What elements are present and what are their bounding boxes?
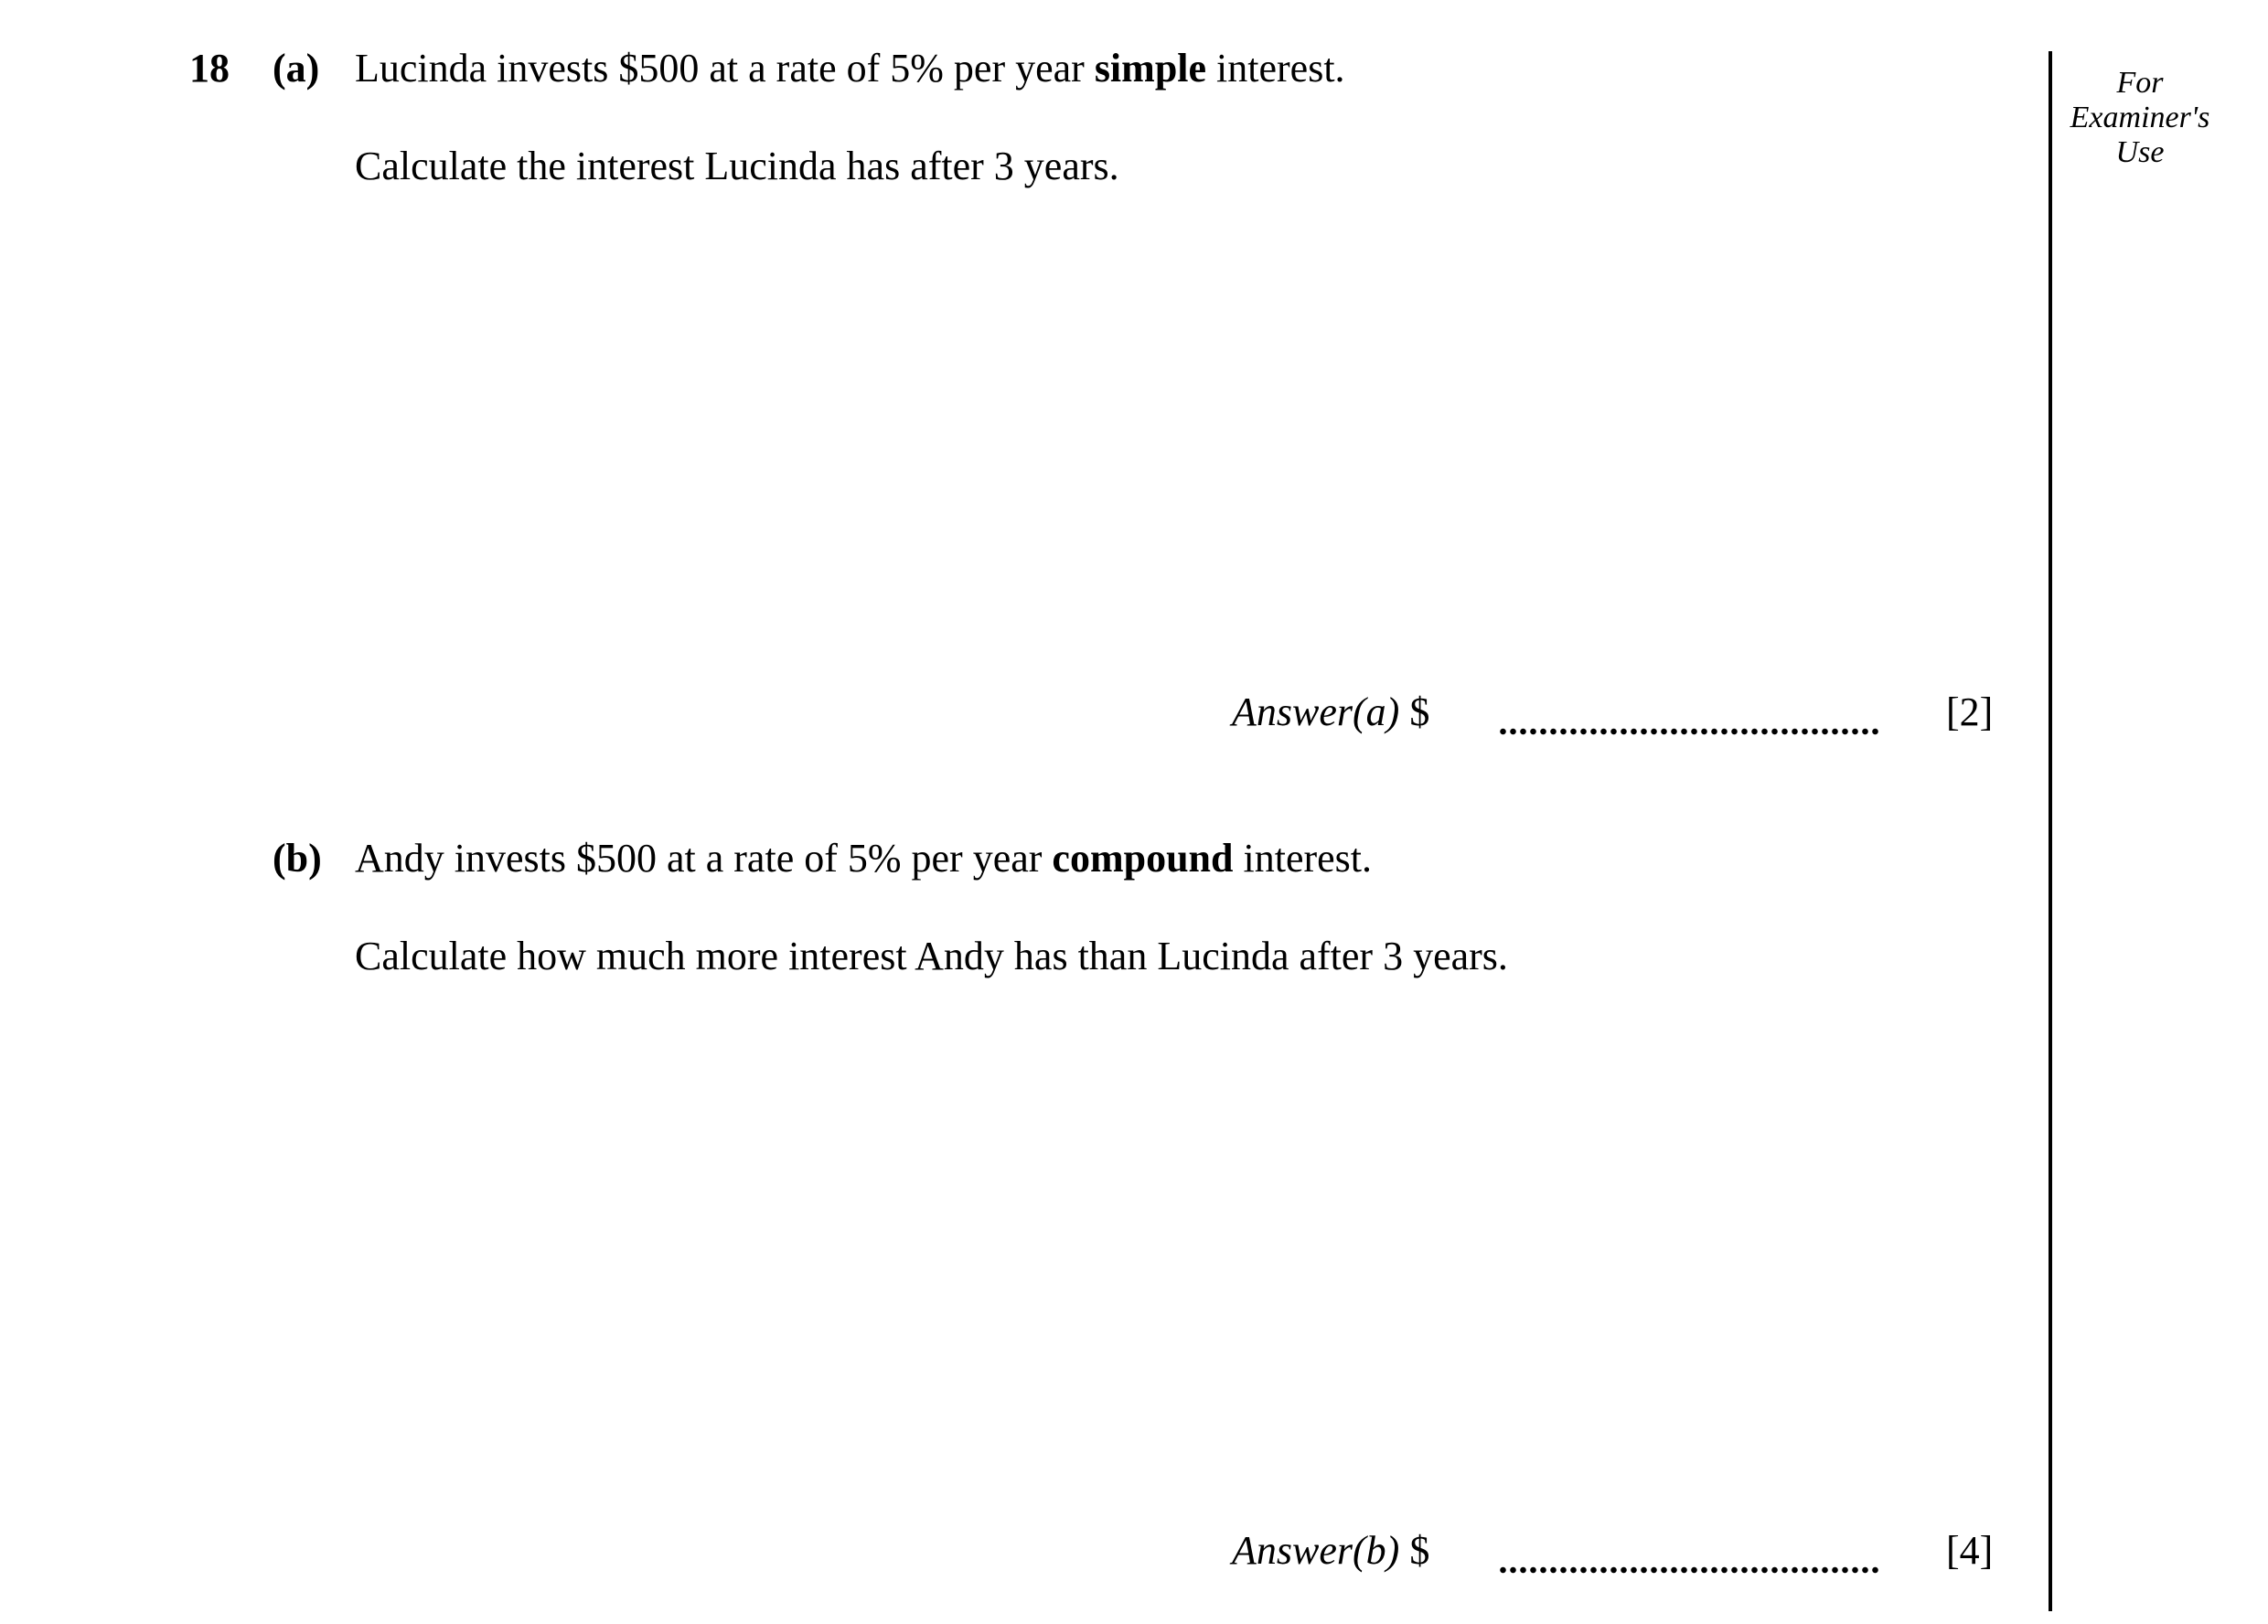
part-a-keyword: simple [1094, 46, 1207, 91]
part-b-statement [355, 836, 1373, 881]
answer-a-prompt [1232, 689, 1430, 734]
part-b-instruction: Calculate how much more interest Andy has than Lucinda after 3 years. [355, 934, 1508, 978]
part-b-label: (b) [273, 836, 322, 881]
answer-a-label: Answer(a) [1232, 689, 1400, 734]
answer-a-field[interactable] [1498, 724, 1882, 739]
part-b-keyword: compound [1052, 836, 1234, 881]
part-a-marks: [2] [1946, 689, 1994, 734]
examiner-label-line-1: For [2116, 66, 2164, 100]
part-a-statement [355, 48, 1345, 89]
answer-b-currency: $ [1409, 1528, 1430, 1573]
answer-b-label: Answer(b) [1232, 1528, 1400, 1573]
part-b-statement-end: interest. [1233, 836, 1373, 881]
examiner-use-label [2062, 66, 2218, 170]
answer-b-prompt [1232, 1528, 1430, 1573]
part-b-marks: [4] [1946, 1528, 1994, 1573]
part-a-instruction: Calculate the interest Lucinda has after 3 years. [355, 144, 1119, 188]
answer-a-currency: $ [1409, 689, 1430, 734]
examiner-label-line-2: Examiner's [2070, 101, 2210, 134]
part-a-statement-end: interest. [1206, 46, 1345, 91]
part-a-label: (a) [273, 46, 320, 91]
part-b-statement-start: Andy invests $500 at a rate of 5% per year [355, 836, 1053, 881]
examiner-margin-rule [2049, 51, 2052, 1611]
question-number: 18 [189, 46, 230, 91]
part-a-statement-start: Lucinda invests $500 at a rate of 5% per year [355, 46, 1095, 91]
examiner-label-line-3: Use [2115, 135, 2165, 169]
answer-b-field[interactable] [1498, 1563, 1882, 1577]
